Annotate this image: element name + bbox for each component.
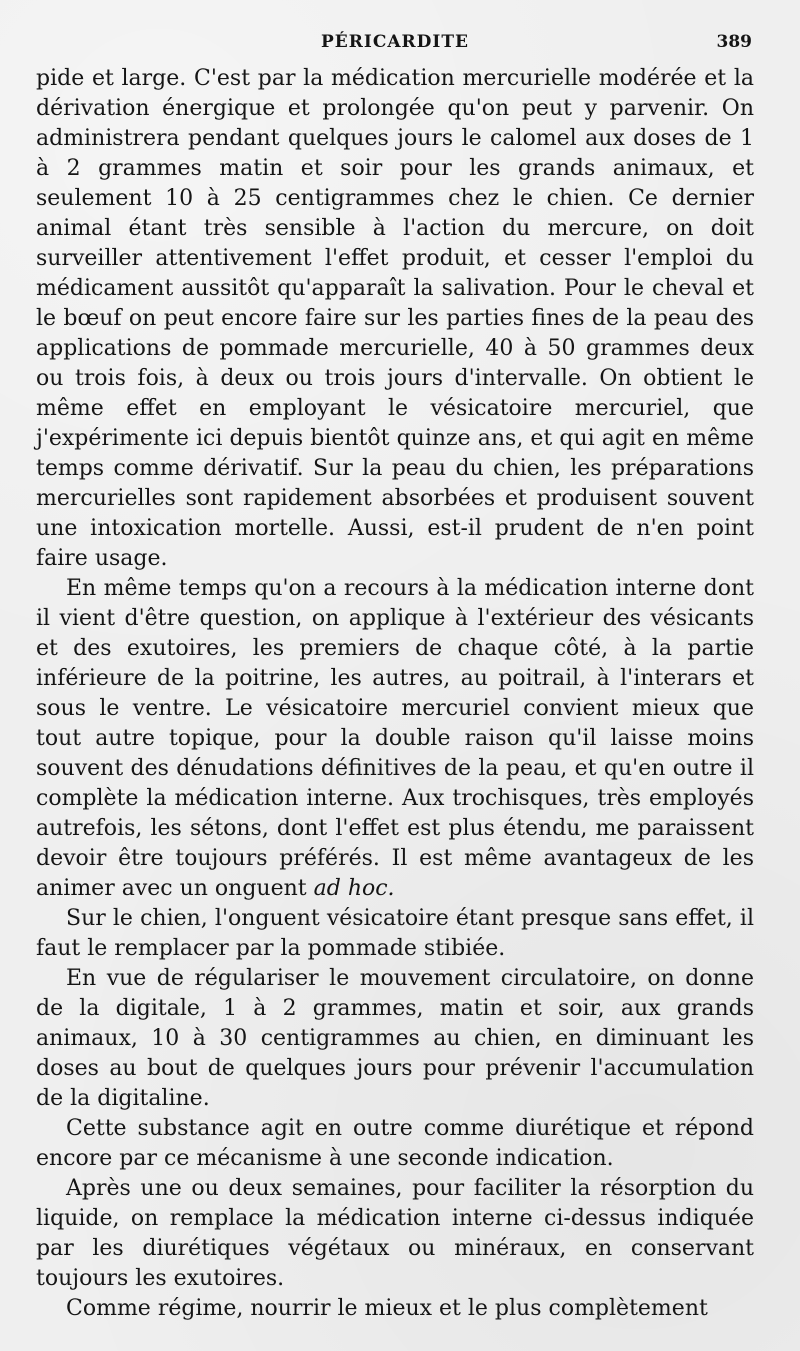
paragraph-2-italic: ad hoc.	[313, 876, 395, 901]
paragraph-4-text: En vue de régulariser le mouvement circulatoire, on donne de la digitale, 1 à 2 grammes, matin et soir, aux grands animaux, 10 à 30 centigrammes au chien, en diminuant les doses au bout de quelques jours pour prévenir l'accumulation de la digitaline.	[36, 966, 754, 1111]
paragraph-1-text: pide et large. C'est par la médication mercurielle modérée et la dérivation énergique et prolongée qu'on peut y parvenir. On administrera pendant quelques jours le calomel aux doses de 1 à 2 grammes matin et soir pour les grands animaux, et seulement 10 à 25 centigrammes chez le chien. Ce dernier animal étant très sensible à l'action du mercure, on doit surveiller attentivement l'effet produit, et cesser l'emploi du médicament aussitôt qu'apparaît la salivation. Pour le cheval et le bœuf on peut encore faire sur les parties fines de la peau des applications de pommade mercurielle, 40 à 50 grammes deux ou trois fois, à deux ou trois jours d'intervalle. On obtient le même effet en employant le vésicatoire mercuriel, que j'expérimente ici depuis bientôt quinze ans, et qui agit en même temps comme dérivatif. Sur la peau du chien, les préparations mercurielles sont rapidement absorbées et produisent souvent une intoxication mortelle. Aussi, est-il prudent de n'en point faire usage.	[36, 66, 754, 571]
page-number: 389	[716, 32, 752, 52]
running-title: PÉRICARDITE	[321, 32, 469, 52]
paragraph-4	[36, 964, 754, 1114]
paragraph-6	[36, 1174, 754, 1294]
paragraph-7	[36, 1294, 754, 1324]
paragraph-5-text: Cette substance agit en outre comme diurétique et répond encore par ce mécanisme à une seconde indication.	[36, 1116, 754, 1171]
paragraph-1	[36, 64, 754, 574]
paragraph-2-text: En même temps qu'on a recours à la médication interne dont il vient d'être question, on applique à l'extérieur des vésicants et des exutoires, les premiers de chaque côté, à la partie inférieure de la poitrine, les autres, au poitrail, à l'interars et sous le ventre. Le vésicatoire mercuriel convient mieux que tout autre topique, pour la double raison qu'il laisse moins souvent des dénudations définitives de la peau, et qu'en outre il complète la médication interne. Aux trochisques, très employés autrefois, les sétons, dont l'effet est plus étendu, me paraissent devoir être toujours préférés. Il est même avantageux de les animer avec un onguent	[36, 576, 754, 901]
paragraph-3-text: Sur le chien, l'onguent vésicatoire étant presque sans effet, il faut le remplacer par la pommade stibiée.	[36, 906, 754, 961]
page-header	[36, 30, 754, 58]
paragraph-5	[36, 1114, 754, 1174]
paragraph-3	[36, 904, 754, 964]
body-text	[36, 64, 754, 1324]
paragraph-7-text: Comme régime, nourrir le mieux et le plus complètement	[66, 1296, 708, 1321]
paragraph-2	[36, 574, 754, 904]
paragraph-6-text: Après une ou deux semaines, pour faciliter la résorption du liquide, on remplace la médication interne ci-dessus indiquée par les diurétiques végétaux ou minéraux, en conservant toujours les exutoires.	[36, 1176, 754, 1291]
